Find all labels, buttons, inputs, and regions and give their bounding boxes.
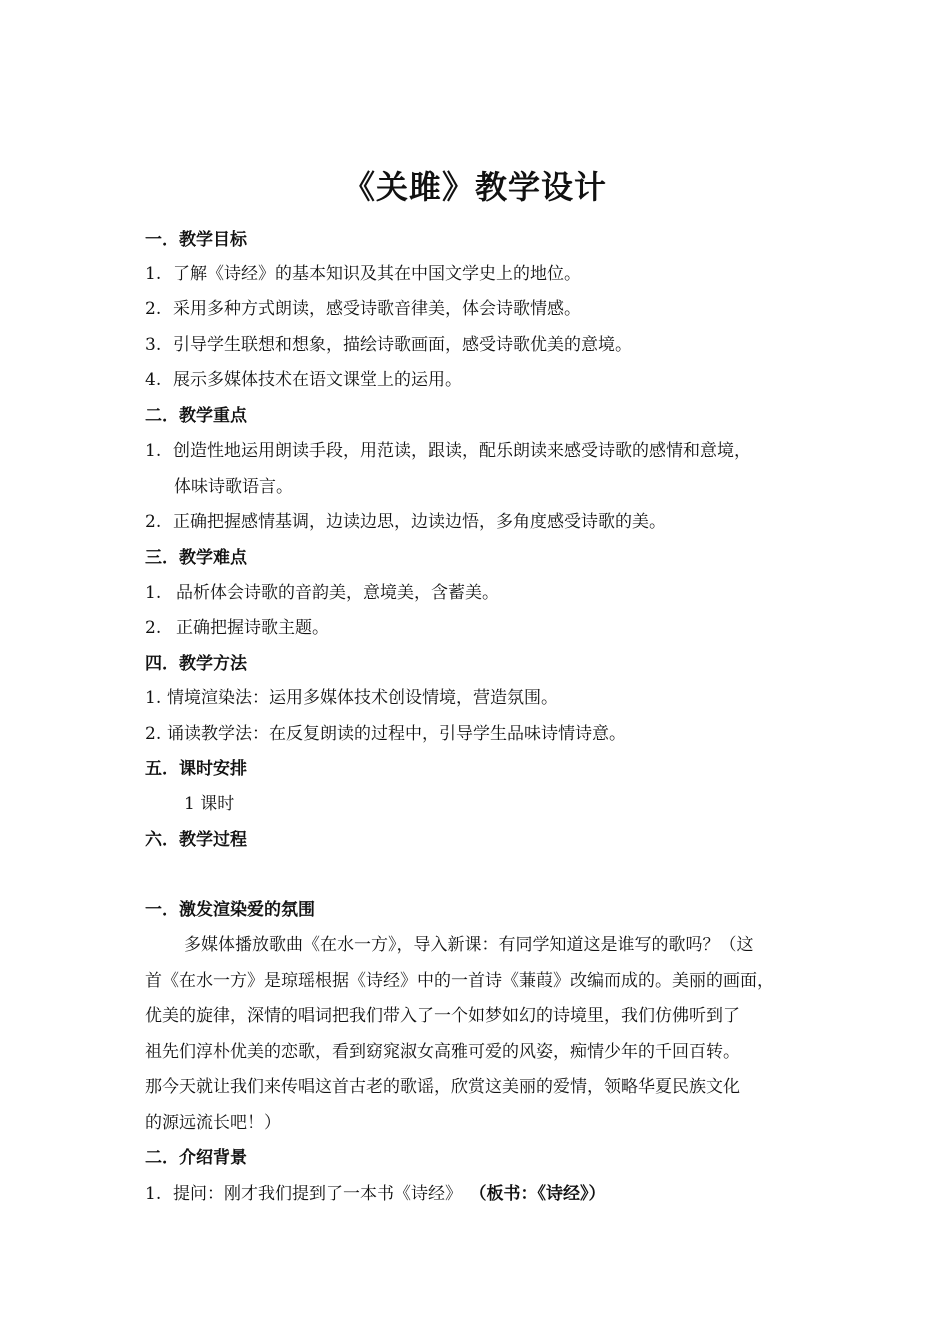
list-number: 2. <box>145 299 162 319</box>
schedule-text: 1 课时 <box>184 794 235 814</box>
section-heading-difficulties: 三．教学难点 <box>145 548 247 568</box>
list-item <box>145 686 810 710</box>
list-number: 3. <box>145 335 162 355</box>
list-number: 2. <box>145 512 162 532</box>
paragraph-line: 首《在水一方》是琼瑶根据《诗经》中的一首诗《蒹葭》改编而成的。美丽的画面， <box>145 971 774 991</box>
section-heading-key-points: 二．教学重点 <box>145 406 247 426</box>
document-title: 《关雎》教学设计 <box>342 168 607 206</box>
list-item <box>145 1182 810 1206</box>
section-heading-process: 六．教学过程 <box>145 830 247 850</box>
list-text: 了解《诗经》的基本知识及其在中国文学史上的地位。 <box>173 264 581 284</box>
list-text: 品析体会诗歌的音韵美，意境美，含蓄美。 <box>176 583 499 603</box>
list-item <box>145 510 810 534</box>
list-item <box>145 297 810 321</box>
list-item <box>145 333 810 357</box>
list-text: 诵读教学法：在反复朗读的过程中，引导学生品味诗情诗意。 <box>167 724 626 744</box>
section-heading-objectives: 一．教学目标 <box>145 230 247 250</box>
list-item <box>145 581 810 605</box>
list-number: 1. <box>145 441 162 461</box>
list-item <box>145 262 810 286</box>
section-heading-schedule: 五．课时安排 <box>145 759 247 779</box>
list-text: 展示多媒体技术在语文课堂上的运用。 <box>173 370 462 390</box>
list-text: 正确把握感情基调，边读边思，边读边悟，多角度感受诗歌的美。 <box>173 512 666 532</box>
list-text: 引导学生联想和想象，描绘诗歌画面，感受诗歌优美的意境。 <box>173 335 632 355</box>
list-item <box>145 722 810 746</box>
paragraph-line: 祖先们淳朴优美的恋歌，看到窈窕淑女高雅可爱的风姿，痴情少年的千回百转。 <box>145 1042 740 1062</box>
list-item <box>145 439 810 463</box>
process-heading-intro: 一．激发渲染爱的氛围 <box>145 900 315 920</box>
list-text: 正确把握诗歌主题。 <box>176 618 329 638</box>
paragraph-line: 那今天就让我们来传唱这首古老的歌谣，欣赏这美丽的爱情，领略华夏民族文化 <box>145 1077 740 1097</box>
list-text: 情境渲染法：运用多媒体技术创设情境，营造氛围。 <box>167 688 558 708</box>
process-heading-background: 二．介绍背景 <box>145 1148 247 1168</box>
list-item <box>145 368 810 392</box>
paragraph-line: 多媒体播放歌曲《在水一方》，导入新课：有同学知道这是谁写的歌吗？（这 <box>184 935 754 955</box>
list-number: 2. <box>145 618 162 638</box>
list-number: 1. <box>145 264 162 284</box>
list-number: 1. <box>145 1184 162 1204</box>
list-number: 1. <box>145 583 162 603</box>
list-number: 4. <box>145 370 162 390</box>
paragraph-line: 的源远流长吧！） <box>145 1113 281 1133</box>
list-number: 2. <box>145 724 162 744</box>
board-note: （板书：《诗经》） <box>478 1184 606 1204</box>
list-text: 采用多种方式朗读，感受诗歌音律美，体会诗歌情感。 <box>173 299 581 319</box>
list-number: 1. <box>145 688 162 708</box>
paragraph-line: 优美的旋律，深情的唱词把我们带入了一个如梦如幻的诗境里，我们仿佛听到了 <box>145 1006 740 1026</box>
list-item-continuation: 体味诗歌语言。 <box>174 477 293 497</box>
section-heading-methods: 四．教学方法 <box>145 654 247 674</box>
list-text: 提问：刚才我们提到了一本书《诗经》 <box>173 1184 462 1204</box>
list-text: 创造性地运用朗读手段，用范读，跟读，配乐朗读来感受诗歌的感情和意境， <box>173 441 751 461</box>
list-item <box>145 616 810 640</box>
